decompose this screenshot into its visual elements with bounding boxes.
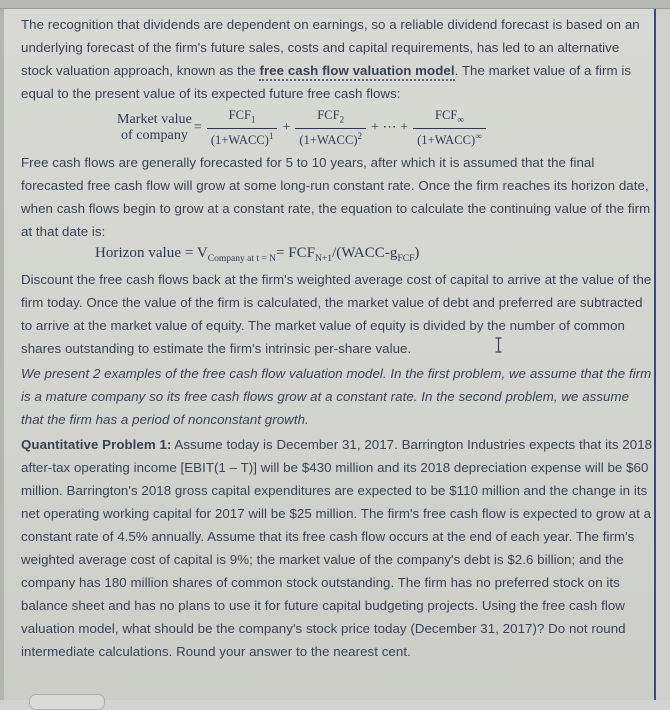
fraction-term-infinity [413,108,486,148]
paragraph-problem1 [21,433,653,663]
ellipsis-plus: + ⋯ + [371,120,409,136]
left-edge-strip [0,9,4,700]
horizon-v-subscript: Company at t = N [207,253,276,264]
intro-text-after-link: . The market value of a firm is equal to the present value of its expected future free cash flows: [21,63,632,101]
fraction-2-numerator: $FCF_2$ [295,108,366,129]
partial-button-bottom[interactable] [29,694,105,710]
problem1-label: Quantitative Problem 1: [21,436,172,452]
free-cash-flow-model-link[interactable]: free cash flow valuation model [259,63,454,81]
intro-text-before-link: The recognition that dividends are dependent on earnings, so a reliable dividend forecast is based on an underlying forecast of the firm's future sales, costs and capital requirements, has led to an alternative stock valuation approach, known as the [21,17,640,78]
fraction-term-2 [295,108,366,148]
problem1-text: Assume today is December 31, 2017. Barrington Industries expects that its 2018 after-tax operating income [EBIT(1 – T)] will be $430 million and its 2018 depreciation expense will be $60 million. Barrington's 2018 gross capital expenditures are expected to be $110 million and the change in its net operating working capital for 2017 will be $25 million. The firm's free cash flow is expected to grow at a constant rate of 4.5% annually. Assume that its free cash flow occurs at the end of each year. The firm's weighted average cost of capital is 9%; the market value of the company's debt is $2.6 billion; and the company has 180 million shares of common stock outstanding. The firm has no preferred stock on its balance sheet and has no plans to use it for future capital budgeting projects. Using the free cash flow valuation model, what should be the company's stock price today (December 31, 2017)? Do not round intermediate calculations. Round your answer to the nearest cent. [21,436,653,659]
fraction-1-denominator: (1+WACC)$^1$ [210,130,274,147]
paragraph-note-italic: We present 2 examples of the free cash flow valuation model. In the first problem, we assume that the firm is a mature company so its free cash flows grow at a constant rate. In the second problem, we assume that the firm has a period of nonconstant growth. [21,365,652,427]
paragraph-discount: Discount the free cash flows back at the firm's weighted average cost of capital to arrive at the value of the firm today. Once the value of the firm is calculated, the market value of debt and preferred are subtracted to arrive at the market value of equity. The market value of equity is divided by the number of common shares outstanding to estimate the firm's intrinsic per-share value. [21,271,652,356]
plus-sign: + [282,119,291,135]
fraction-inf-denominator: (1+WACC)∞ [417,130,482,147]
fraction-inf-numerator: $FCF_\infty$ [413,108,486,129]
fraction-term-1 [207,108,278,148]
horizon-value-formula: Horizon value = $V_{Company at t = N}=$ $FCF_{N+1}/(WACC-g_{FCF})$ [95,244,420,264]
right-border-line [654,9,656,700]
horizon-g-subscript: FCF [397,253,415,264]
top-edge-strip [0,0,670,9]
paragraph-forecast: Free cash flows are generally forecasted for 5 to 10 years, after which it is assumed that the final forecasted free cash flow will grow at some long-run constant rate. Once the firm reaches its horizon date, when cash flows begin to grow at a constant rate, the equation to calculate the continuing value of the firm at that date is: [21,154,651,239]
market-value-formula [117,108,653,148]
lesson-text-area [21,9,653,665]
fraction-1-numerator: $FCF_1$ [207,108,278,129]
formula-lhs-line2: of company [120,127,188,143]
horizon-fcf-subscript: N+1 [315,253,333,264]
right-margin-strip [656,9,670,700]
paragraph-intro [21,13,653,105]
formula-lhs-line1: Market value [117,111,192,127]
equals-sign: = [193,119,202,135]
fraction-2-denominator: (1+WACC)$^2$ [299,130,363,147]
formula-lhs [117,112,192,144]
